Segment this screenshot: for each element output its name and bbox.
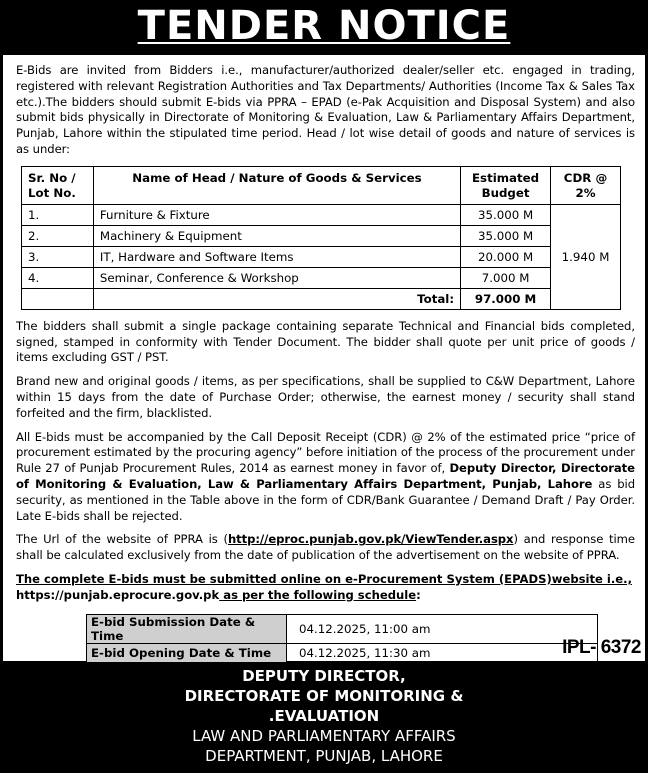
schedule-row — [87, 614, 598, 643]
colon: : — [416, 587, 421, 602]
intro-paragraph: E-Bids are invited from Bidders i.e., manufacturer/authorized dealer/seller etc. engaged in trading, registered with relevant Registration Authorities and Tax Departments/ Authorities (Income Tax & Sales Tax etc.).The bidders should submit E-bids via PPRA – EPAD (e-Pak Acquisition and Disposal System) and also submit bids physically in Directorate of Monitoring & Evaluation, Law & Parliamentary Affairs Department, Punjab, Lahore within the stipulated time period. Head / lot wise detail of goods and nature of services is as under: — [16, 63, 635, 156]
budget-cell: 7.000 M — [461, 267, 551, 288]
table-header-row — [22, 166, 621, 204]
col-name-of-head: Name of Head / Nature of Goods & Services — [93, 166, 460, 204]
schedule-table — [86, 614, 598, 663]
url-text-2: ) and response time shall be calculated exclusively from the date of publication of the advertisement on the website of PPRA. — [16, 532, 635, 563]
col-sr-no: Sr. No / Lot No. — [22, 166, 94, 204]
header-banner — [0, 0, 648, 55]
footer-line-4: LAW AND PARLIAMENTARY AFFAIRS — [192, 727, 456, 745]
total-row — [22, 288, 621, 309]
sr-cell: 1. — [22, 204, 94, 225]
cdr-text-1: All E-bids must be accompanied by the Call Deposit Receipt (CDR) @ 2% of the estimated price “price of procurement estimated by the procuring agency” before initiation of the process of the procurement under Rule 27 of Punjab Procurement Rules, 2014 as earnest money in favor of, — [16, 429, 635, 476]
col-cdr: CDR @ 2% — [551, 166, 621, 204]
schedule-intro — [16, 572, 635, 604]
package-paragraph: The bidders shall submit a single package containing separate Technical and Financial bids completed, signed, stamped in conformity with Tender Document. The bidder shall quote per unit price of goods / items excluding GST / PST. — [16, 318, 635, 365]
footer-line-5: DEPARTMENT, PUNJAB, LAHORE — [205, 747, 443, 765]
total-value: 97.000 M — [461, 288, 551, 309]
submission-value: 04.12.2025, 11:00 am — [287, 614, 598, 643]
cdr-text-2: as bid security, as mentioned in the Table above in the form of CDR/Bank Guarantee / Demand Draft / Pay Order. Late E-bids shall be rejected. — [16, 476, 636, 523]
submission-label: E-bid Submission Date & Time — [87, 614, 287, 643]
page-title: TENDER NOTICE — [137, 3, 511, 49]
footer-line-1: DEPUTY DIRECTOR, — [242, 667, 406, 685]
url-text-1: The Url of the website of PPRA is ( — [16, 532, 228, 547]
url-paragraph — [16, 532, 635, 564]
table-row — [22, 246, 621, 267]
name-cell: Furniture & Fixture — [93, 204, 460, 225]
footer-line-2: DIRECTORATE OF MONITORING & — [184, 687, 464, 705]
epads-link[interactable]: https://punjab.eprocure.gov.pk — [16, 587, 220, 602]
table-row — [22, 225, 621, 246]
table-row — [22, 267, 621, 288]
ipl-code: IPL- 6372 — [562, 637, 641, 658]
footer-signature — [0, 661, 648, 773]
cdr-paragraph — [16, 430, 635, 525]
sr-cell: 2. — [22, 225, 94, 246]
schedule-row — [87, 643, 598, 662]
budget-cell: 35.000 M — [461, 204, 551, 225]
col-estimated-budget: Estimated Budget — [461, 166, 551, 204]
name-cell: Machinery & Equipment — [93, 225, 460, 246]
lots-table — [21, 166, 621, 310]
footer-line-3: .EVALUATION — [268, 707, 380, 725]
ppra-link[interactable]: http://eproc.punjab.gov.pk/ViewTender.aspx — [227, 532, 514, 547]
opening-label: E-bid Opening Date & Time — [87, 643, 287, 662]
cdr-cell: 1.940 M — [551, 204, 621, 309]
name-cell: Seminar, Conference & Workshop — [93, 267, 460, 288]
total-label: Total: — [93, 288, 460, 309]
table-row — [22, 204, 621, 225]
schedule-intro-text: The complete E-bids must be submitted online on e-Procurement System (EPADS)website i.e., — [16, 571, 632, 586]
budget-cell: 20.000 M — [461, 246, 551, 267]
schedule-intro-text-2: as per the following schedule — [219, 587, 417, 602]
sr-cell: 4. — [22, 267, 94, 288]
cdr-beneficiary: Deputy Director, Directorate of Monitoring & Evaluation, Law & Parliamentary Affairs Department, Punjab, Lahore — [16, 461, 635, 491]
name-cell: IT, Hardware and Software Items — [93, 246, 460, 267]
notice-body — [3, 55, 645, 661]
budget-cell: 35.000 M — [461, 225, 551, 246]
empty-cell — [22, 288, 94, 309]
supply-paragraph: Brand new and original goods / items, as per specifications, shall be supplied to C&W Department, Lahore within 15 days from the date of Purchase Order; otherwise, the earnest money / security shall stand forfeited and the firm, blacklisted. — [16, 374, 635, 420]
sr-cell: 3. — [22, 246, 94, 267]
opening-value: 04.12.2025, 11:30 am — [287, 643, 598, 662]
